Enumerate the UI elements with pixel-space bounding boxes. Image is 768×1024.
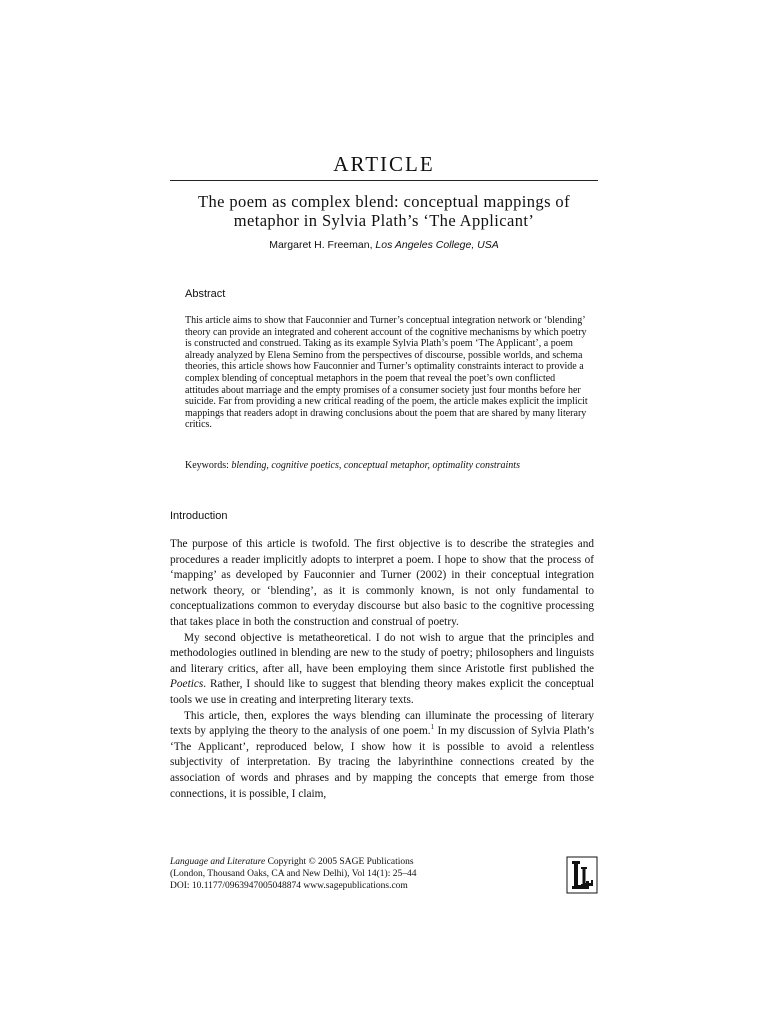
paragraph-2-start: My second objective is metatheoretical. I do not wish to argue that the principles and methodologies outlined in blending are new to the study of poetry; philosophers and linguists and literary critics, after all, have been employing them since Aristotle first published the: [170, 631, 594, 675]
footnote-marker[interactable]: 1: [430, 723, 435, 732]
paragraph-2: [170, 631, 594, 709]
paragraph-1: The purpose of this article is twofold. The first objective is to describe the strategies and procedures a reader implicitly adopts to interpret a poem. I hope to show that the process of ‘mapping’ as developed by Fauconnier and Turner (2002) in their conceptual integration network theory, or ‘blending’, as it is commonly known, is not only fundamental to conceptualizations common to everyday discourse but also basic to the cognitive processing that takes place in both the construction and construal of poetry.: [170, 538, 594, 628]
footer-line-1: [170, 856, 500, 868]
keywords: [185, 460, 595, 472]
article-title: [170, 192, 598, 230]
keywords-label: Keywords:: [185, 460, 229, 471]
paragraph-2-end: . Rather, I should like to suggest that blending theory makes explicit the conceptual tools we use in creating and interpreting literary texts.: [170, 678, 594, 706]
paragraph-3-start: This article, then, explores the ways blending can illuminate the processing of literary texts by applying the theory to the analysis of one poem.: [170, 709, 594, 738]
paragraph-3: [170, 709, 594, 803]
introduction-body: [170, 537, 594, 802]
title-line-1: The poem as complex blend: conceptual mappings of: [198, 192, 570, 211]
poetics-title: Poetics: [170, 678, 204, 691]
keywords-terms: blending, cognitive poetics, conceptual metaphor, optimality constraints: [231, 460, 520, 471]
header-rule: [170, 180, 598, 181]
article-type-label: ARTICLE: [333, 152, 435, 176]
abstract-text: This article aims to show that Fauconnier and Turner’s conceptual integration network or ‘blending’ theory can provide an integrated and coherent account of the cognitive mechanisms by which poetry is constructed and construed. Taking as its example Sylvia Plath’s poem ‘The Applicant’, a poem already analyzed by Elena Semino from the perspectives of discourse, possible worlds, and schema theories, this article shows how Fauconnier and Turner’s optimality constraints interact to provide a complex blending of conceptual metaphors in the poem that reveal the poet’s own conflicted attitudes about marriage and the empty promises of a consumer society just four months before her suicide. Far from providing a new critical reading of the poem, the article makes explicit the implicit mappings that readers adopt in drawing conclusions about the poem that are shared by many literary critics.: [185, 315, 588, 431]
author-name: Margaret H. Freeman,: [269, 239, 373, 251]
footer-line-2: (London, Thousand Oaks, CA and New Delhi), Vol 14(1): 25–44: [170, 869, 417, 879]
introduction-heading: Introduction: [170, 510, 228, 522]
copyright-text: Copyright © 2005 SAGE Publications: [265, 857, 414, 867]
journal-name: Language and Literature: [170, 857, 266, 867]
title-line-2: metaphor in Sylvia Plath’s ‘The Applicant’: [233, 211, 535, 230]
footer-line-3: DOI: 10.1177/0963947005048874 www.sagepublications.com: [170, 881, 408, 891]
paragraph-3-end: In my discussion of Sylvia Plath’s ‘The Applicant’, reproduced below, I show how it is possible to avoid a relentless subjectivity of interpretation. By tracing the labyrinthine connections created by the association of words and phrases and by mapping the concepts that emerge from those connections, it is possible, I claim,: [170, 725, 595, 800]
publication-footer: [170, 856, 500, 892]
abstract-heading: Abstract: [185, 288, 226, 300]
journal-logo: [566, 856, 598, 894]
author-affiliation: Los Angeles College, USA: [375, 239, 499, 251]
byline: [170, 239, 598, 251]
